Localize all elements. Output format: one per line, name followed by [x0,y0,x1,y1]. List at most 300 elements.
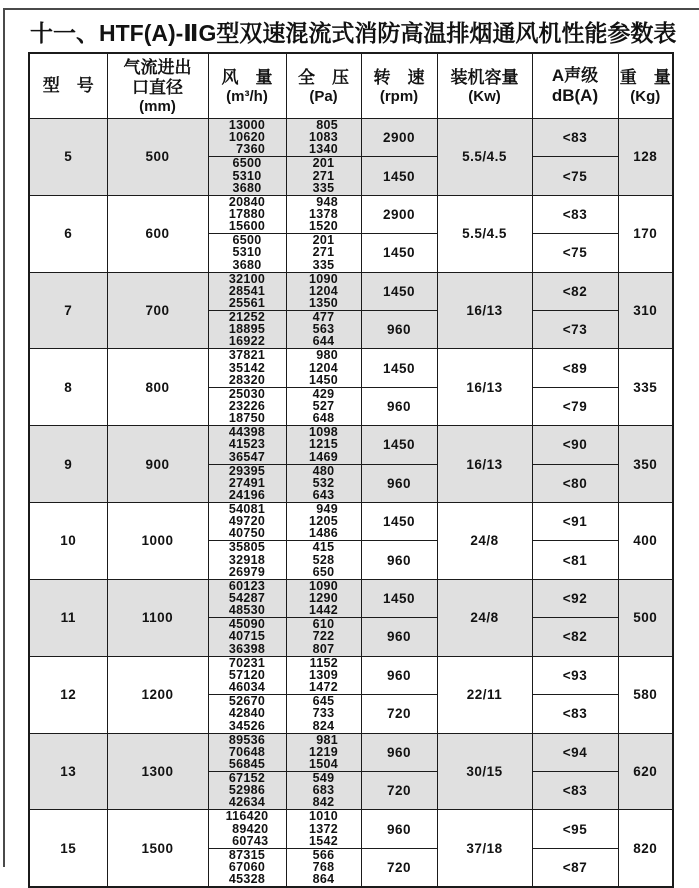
cell-airflow-low-value: 3680 [232,257,262,272]
cell-speed-high: 960 [361,733,437,771]
cell-pressure-low-values [313,388,335,425]
header-line: 装机容量 [450,67,519,87]
cell-airflow-low-value: 18750 [228,411,266,426]
cell-pressure-high-value: 1372 [308,821,338,836]
cell-airflow-low-values [229,772,265,809]
cell-airflow-low-value: 34526 [228,718,266,733]
cell-capacity: 16/13 [437,272,532,349]
cell-pressure-low-value: 650 [312,564,335,579]
cell-speed-high: 1450 [361,503,437,541]
cell-airflow-low [208,771,286,809]
col-header-capacity [437,53,532,119]
cell-airflow-high-value: 70231 [228,655,266,670]
cell-airflow-high-value: 32100 [228,271,266,286]
cell-noise-low: <87 [532,848,618,887]
cell-pressure-low-value: 563 [312,322,335,337]
cell-pressure-low-value: 566 [312,847,335,862]
cell-airflow-low-values [229,618,265,655]
cell-noise-low: <83 [532,771,618,809]
cell-airflow-low-value: 36398 [228,641,266,656]
cell-pressure-high-value: 1309 [308,667,338,682]
cell-pressure-low-value: 807 [312,641,335,656]
header-line: 口直径 [132,77,183,97]
cell-model: 7 [29,272,107,349]
cell-speed-high: 1450 [361,579,437,617]
cell-pressure-low-value: 610 [312,617,335,632]
cell-airflow-high-value: 35142 [228,360,266,375]
cell-airflow-low-value: 67060 [228,859,266,874]
cell-airflow-low-value: 25030 [228,386,266,401]
cell-noise-low: <83 [532,695,618,733]
cell-airflow-high-value: 17880 [228,207,266,222]
cell-pressure-low [286,541,361,579]
cell-pressure-low-values [313,541,335,578]
cell-model: 10 [29,503,107,580]
header-line: 全 压 [298,67,349,87]
cell-pressure-high-values [309,273,338,310]
cell-noise-low: <82 [532,618,618,656]
cell-pressure-high [286,503,361,541]
cell-speed-high: 960 [361,810,437,848]
cell-pressure-high [286,119,361,157]
cell-airflow-low-value: 21252 [228,310,266,325]
cell-pressure-high-values [309,810,338,847]
cell-airflow-high-value: 10620 [228,130,266,145]
cell-pressure-high-value: 1290 [308,591,338,606]
cell-pressure-high-values [309,503,338,540]
cell-airflow-high-value: 13000 [228,118,266,132]
cell-airflow-high-values [229,734,265,771]
cell-pressure-high [286,810,361,848]
cell-pressure-low-values [313,234,335,271]
cell-pressure-low-value: 271 [312,245,335,260]
cell-capacity: 22/11 [437,656,532,733]
cell-speed-low: 960 [361,618,437,656]
model-row-high [29,119,673,157]
cell-noise-high: <82 [532,272,618,310]
cell-airflow-low [208,234,286,272]
cell-airflow-low [208,618,286,656]
cell-pressure-high-value: 1083 [308,130,338,145]
cell-airflow-high-value: 36547 [228,449,266,464]
cell-airflow-high-values [229,657,265,694]
cell-airflow-low-values [229,541,265,578]
cell-pressure-low-value: 528 [312,552,335,567]
cell-pressure-low-value: 480 [312,463,335,478]
cell-pressure-high-value: 1542 [308,833,338,848]
cell-pressure-high-value: 1204 [308,283,338,298]
cell-speed-high: 2900 [361,195,437,233]
model-row-high [29,349,673,387]
cell-speed-low: 960 [361,541,437,579]
model-row-high [29,810,673,848]
cell-airflow-low-value: 24196 [228,488,266,503]
cell-pressure-low-value: 768 [312,859,335,874]
cell-diameter: 1100 [107,579,208,656]
cell-pressure-low-value: 645 [312,694,335,709]
cell-airflow-high-value: 46034 [228,680,266,695]
cell-airflow-low-value: 3680 [232,180,262,195]
cell-pressure-high-values [309,119,338,156]
cell-airflow-high-value: 15600 [228,219,266,234]
cell-noise-high: <83 [532,195,618,233]
page-title: 十一、HTF(A)-ⅡG型双速混流式消防高温排烟通风机性能参数表 [30,20,677,46]
cell-airflow-low-value: 32918 [228,552,266,567]
cell-noise-low: <75 [532,157,618,195]
cell-airflow-low-value: 45328 [228,872,266,887]
cell-pressure-low-value: 335 [312,180,335,195]
cell-airflow-low-value: 6500 [232,233,262,248]
cell-airflow-low-values [229,465,265,502]
cell-pressure-high-value: 1450 [308,372,338,387]
cell-airflow-high-value: 56845 [228,756,266,771]
cell-speed-high: 2900 [361,119,437,157]
cell-pressure-high-value: 1486 [308,526,338,541]
cell-noise-high: <83 [532,119,618,157]
cell-pressure-high-value: 1205 [308,514,338,529]
cell-pressure-high-value: 980 [316,348,338,363]
cell-pressure-low-values [313,695,335,732]
cell-airflow-low [208,464,286,502]
cell-airflow-low [208,848,286,887]
header-line: 气流进出 [123,57,192,77]
cell-pressure-high-values [309,734,338,771]
cell-airflow-low-value: 67152 [228,770,266,785]
table-body [29,119,673,888]
cell-noise-high: <92 [532,579,618,617]
cell-capacity: 5.5/4.5 [437,195,532,272]
header-line: dB(A) [551,86,599,105]
cell-airflow-high-value: 41523 [228,437,266,452]
cell-airflow-high-value: 60123 [228,578,266,593]
header-line: (m³/h) [226,87,268,105]
cell-airflow-low-value: 18895 [228,322,266,337]
header-line: (Pa) [309,87,338,105]
cell-airflow-low-value: 5310 [232,168,262,183]
cell-noise-low: <75 [532,234,618,272]
cell-airflow-low-value: 40715 [228,629,266,644]
cell-weight: 820 [618,810,673,887]
cell-noise-high: <91 [532,503,618,541]
header-row [29,53,673,119]
col-header-weight [618,53,673,119]
cell-pressure-high-value: 1215 [308,437,338,452]
cell-airflow-low-value: 23226 [228,399,266,414]
cell-pressure-high-value: 1010 [308,809,338,824]
cell-airflow-high-value: 28320 [228,372,266,387]
cell-airflow-high [208,272,286,310]
cell-pressure-low [286,234,361,272]
cell-pressure-high-value: 1469 [308,449,338,464]
cell-pressure-low-value: 733 [312,706,335,721]
cell-airflow-high [208,733,286,771]
cell-pressure-low-value: 643 [312,488,335,503]
cell-pressure-low-value: 271 [312,168,335,183]
cell-airflow-high-values [229,503,265,540]
cell-model: 5 [29,119,107,196]
model-row-high [29,195,673,233]
cell-airflow-high-value: 20840 [228,194,266,209]
cell-speed-low: 720 [361,771,437,809]
cell-airflow-high-values [229,196,265,233]
cell-pressure-high [286,733,361,771]
cell-model: 6 [29,195,107,272]
cell-pressure-high-value: 1204 [308,360,338,375]
header-line: (rpm) [379,87,419,105]
cell-pressure-low [286,311,361,349]
cell-speed-high: 960 [361,656,437,694]
cell-airflow-high-value: 44398 [228,425,266,440]
header-line: 转 速 [373,67,425,87]
cell-noise-low: <81 [532,541,618,579]
cell-weight: 170 [618,195,673,272]
cell-airflow-low-value: 16922 [228,334,266,349]
cell-speed-high: 1450 [361,349,437,387]
cell-airflow-low-value: 52670 [228,694,266,709]
cell-speed-high: 1450 [361,272,437,310]
header-line: (Kg) [630,87,661,105]
cell-airflow-high [208,195,286,233]
model-row-high [29,426,673,464]
table-header [29,53,673,119]
cell-airflow-low [208,157,286,195]
cell-model: 9 [29,426,107,503]
cell-pressure-high-value: 948 [316,194,338,209]
cell-pressure-low-values [313,465,335,502]
cell-airflow-high-value: 48530 [228,603,266,618]
cell-airflow-high-values [229,119,265,156]
cell-airflow-high-value: 60743 [232,833,269,848]
cell-pressure-low-value: 477 [312,310,335,325]
cell-pressure-high-value: 1098 [308,425,338,440]
cell-pressure-high-value: 1520 [308,219,338,234]
cell-pressure-high-value: 1442 [308,603,338,618]
cell-pressure-high-values [309,196,338,233]
cell-airflow-low [208,387,286,425]
cell-airflow-high [208,656,286,694]
cell-diameter: 500 [107,119,208,196]
cell-airflow-low-values [229,311,265,348]
cell-airflow-low-value: 42634 [228,795,266,810]
cell-airflow-high-values [229,349,265,386]
cell-airflow-high [208,579,286,617]
cell-pressure-high-value: 1090 [308,271,338,286]
cell-capacity: 5.5/4.5 [437,119,532,196]
cell-airflow-high-value: 89420 [232,821,269,836]
cell-pressure-high-values [309,349,338,386]
cell-airflow-high-value: 7360 [236,142,266,157]
cell-speed-low: 1450 [361,234,437,272]
cell-noise-high: <90 [532,426,618,464]
cell-airflow-low-value: 5310 [232,245,262,260]
cell-pressure-high [286,426,361,464]
cell-pressure-low [286,771,361,809]
cell-airflow-high-values [226,810,269,847]
cell-weight: 335 [618,349,673,426]
cell-pressure-high-value: 805 [316,118,338,132]
cell-pressure-high-value: 1340 [308,142,338,157]
cell-noise-high: <94 [532,733,618,771]
cell-airflow-high [208,503,286,541]
cell-speed-low: 960 [361,311,437,349]
cell-pressure-low-value: 842 [312,795,335,810]
cell-noise-low: <80 [532,464,618,502]
cell-pressure-high [286,195,361,233]
cell-pressure-low [286,695,361,733]
cell-speed-low: 960 [361,387,437,425]
cell-weight: 400 [618,503,673,580]
cell-diameter: 800 [107,349,208,426]
cell-pressure-high-value: 1219 [308,744,338,759]
cell-pressure-low-value: 722 [312,629,335,644]
cell-airflow-high-value: 49720 [228,514,266,529]
header-line: A声级 [551,66,599,85]
cell-pressure-low-value: 864 [312,872,335,887]
cell-speed-low: 720 [361,695,437,733]
cell-pressure-low-values [313,618,335,655]
cell-pressure-low-value: 335 [312,257,335,272]
cell-pressure-low [286,387,361,425]
cell-pressure-low-value: 644 [312,334,335,349]
cell-airflow-high [208,426,286,464]
cell-speed-low: 1450 [361,157,437,195]
cell-airflow-high [208,119,286,157]
cell-weight: 620 [618,733,673,810]
cell-pressure-high-value: 981 [316,732,338,747]
cell-airflow-low [208,541,286,579]
cell-pressure-low-value: 648 [312,411,335,426]
cell-model: 15 [29,810,107,887]
cell-pressure-high [286,656,361,694]
cell-airflow-low-values [232,157,261,194]
cell-weight: 500 [618,579,673,656]
cell-airflow-high-value: 54081 [228,502,266,517]
cell-pressure-low-values [313,849,335,886]
cell-pressure-high-value: 949 [316,502,338,517]
cell-airflow-high-values [229,273,265,310]
cell-airflow-low-values [229,849,265,886]
cell-pressure-low [286,157,361,195]
cell-pressure-low-values [313,311,335,348]
cell-pressure-high-values [309,657,338,694]
cell-pressure-high-value: 1504 [308,756,338,771]
cell-diameter: 1300 [107,733,208,810]
cell-airflow-high-value: 116420 [225,809,269,824]
col-header-airflow [208,53,286,119]
cell-model: 13 [29,733,107,810]
cell-noise-low: <73 [532,311,618,349]
model-row-high [29,272,673,310]
cell-airflow-low-value: 42840 [228,706,266,721]
cell-pressure-high [286,579,361,617]
cell-airflow-high-value: 54287 [228,591,266,606]
cell-pressure-low-value: 532 [312,475,335,490]
cell-airflow-low-values [232,234,261,271]
cell-airflow-high-value: 89536 [228,732,266,747]
header-line: (mm) [139,97,176,115]
cell-pressure-low [286,464,361,502]
cell-diameter: 1000 [107,503,208,580]
cell-weight: 128 [618,119,673,196]
cell-pressure-low-value: 527 [312,399,335,414]
col-header-model [29,53,107,119]
cell-pressure-high-value: 1472 [308,680,338,695]
cell-airflow-high [208,810,286,848]
cell-noise-low: <79 [532,387,618,425]
cell-noise-high: <89 [532,349,618,387]
cell-noise-high: <95 [532,810,618,848]
cell-airflow-low-value: 6500 [232,156,262,171]
cell-pressure-high-value: 1378 [308,207,338,222]
cell-airflow-low-value: 27491 [228,475,266,490]
cell-pressure-low [286,848,361,887]
cell-pressure-low-value: 201 [312,156,335,171]
cell-airflow-high-value: 70648 [228,744,266,759]
col-header-speed [361,53,437,119]
cell-pressure-high-value: 1090 [308,578,338,593]
cell-pressure-high-values [309,426,338,463]
cell-capacity: 16/13 [437,349,532,426]
model-row-high [29,656,673,694]
cell-weight: 310 [618,272,673,349]
cell-pressure-high [286,349,361,387]
cell-airflow-low-value: 26979 [228,564,266,579]
cell-airflow-high-values [229,426,265,463]
cell-pressure-low-value: 824 [312,718,335,733]
header-line: (Kw) [468,87,501,105]
cell-airflow-high-values [229,580,265,617]
cell-speed-high: 1450 [361,426,437,464]
cell-pressure-low-value: 683 [312,783,335,798]
cell-pressure-low-value: 429 [312,386,335,401]
model-row-high [29,733,673,771]
cell-diameter: 900 [107,426,208,503]
col-header-noise [532,53,618,119]
header-line: 风 量 [221,67,273,87]
cell-airflow-high-value: 40750 [228,526,266,541]
cell-airflow-low-values [229,695,265,732]
cell-weight: 350 [618,426,673,503]
cell-airflow-high [208,349,286,387]
cell-pressure-low-value: 201 [312,233,335,248]
header-line: 重 量 [619,67,671,87]
cell-airflow-low [208,311,286,349]
cell-diameter: 600 [107,195,208,272]
cell-diameter: 700 [107,272,208,349]
cell-capacity: 37/18 [437,810,532,887]
model-row-high [29,579,673,617]
cell-weight: 580 [618,656,673,733]
cell-model: 8 [29,349,107,426]
col-header-pressure [286,53,361,119]
cell-capacity: 16/13 [437,426,532,503]
cell-pressure-low-values [313,772,335,809]
col-header-diameter [107,53,208,119]
cell-airflow-high-value: 57120 [228,667,266,682]
cell-airflow-low-value: 87315 [228,847,266,862]
cell-pressure-high-value: 1152 [309,655,338,670]
cell-capacity: 24/8 [437,503,532,580]
cell-noise-high: <93 [532,656,618,694]
cell-airflow-high-value: 28541 [228,283,266,298]
cell-pressure-low-values [313,157,335,194]
cell-pressure-high-values [309,580,338,617]
cell-pressure-high-value: 1350 [308,296,338,311]
cell-airflow-low-values [229,388,265,425]
cell-diameter: 1500 [107,810,208,887]
cell-airflow-high-value: 37821 [228,348,266,363]
cell-airflow-high-value: 25561 [228,296,266,311]
